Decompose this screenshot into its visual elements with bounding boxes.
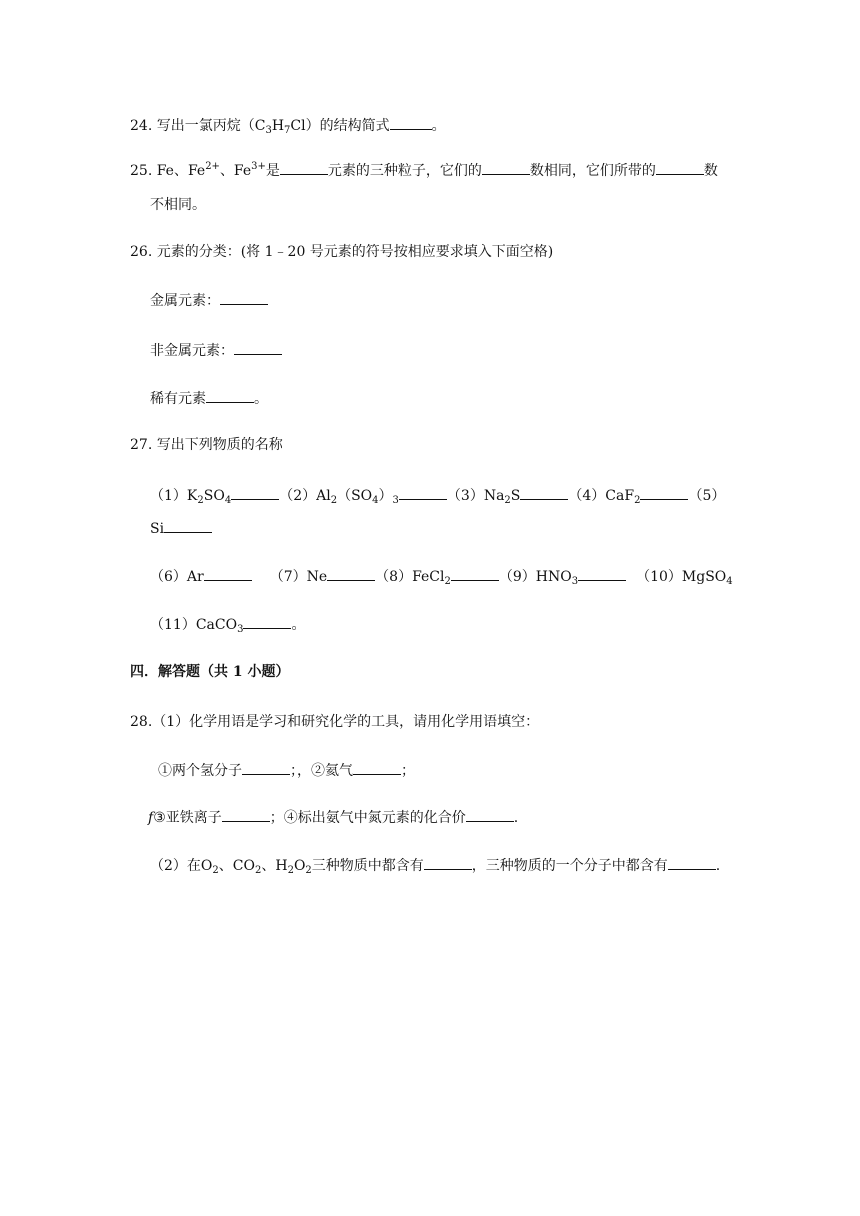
q27-text: （6）Ar [150,569,204,585]
q25-text: 不相同。 [150,197,206,213]
answer-blank[interactable] [220,290,268,305]
answer-blank[interactable] [353,760,401,775]
q27-text: （9）HNO [498,569,572,585]
q27-sub: 2 [504,495,511,506]
q27-row-3 [150,566,733,587]
q28-text: 三种物质中都含有 [311,858,424,874]
answer-blank[interactable] [243,614,291,629]
q27-text: Si [150,521,165,537]
q26-nonmetal [150,340,282,361]
q28-text: ，三种物质的一个分子中都含有 [471,858,668,874]
q27-sub: 3 [392,495,399,506]
q27-sub: 2 [634,495,641,506]
answer-blank[interactable] [668,855,716,870]
q26-label: 金属元素： [150,293,220,309]
q27-text: （1）K [150,488,198,504]
answer-blank[interactable] [164,518,212,533]
q28-text: ③亚铁离子 [153,810,222,826]
q25-text: 、Fe [219,163,252,179]
q24-text: 24. 写出一氯丙烷（C [130,118,266,134]
q24-sub: 7 [284,125,291,136]
q26-title: 26. 元素的分类：(将 1﹣20 号元素的符号按相应要求填入下面空格) [130,244,554,260]
q27-text: （SO [337,488,373,504]
q28-text: 、CO [218,858,255,874]
q27-sub: 2 [330,495,338,506]
answer-blank[interactable] [234,340,282,355]
q27-text: （8）FeCl [375,569,445,585]
q27-sub: 2 [197,495,204,506]
q27-row-1 [150,485,725,506]
q24-text: Cl）的结构简式 [290,118,390,134]
q24-text: 。 [431,118,446,134]
q27-text: SO [203,488,225,504]
question-24 [130,115,446,136]
answer-blank[interactable] [399,485,447,500]
answer-blank[interactable] [640,485,688,500]
question-25-cont [150,195,206,215]
q27-sub: 4 [372,495,379,506]
q28-text: 28.（1）化学用语是学习和研究化学的工具，请用化学用语填空： [130,714,540,730]
answer-blank[interactable] [482,160,530,175]
q25-text: 25. Fe、Fe [130,163,206,179]
q28-text: . [513,810,519,826]
answer-blank[interactable] [424,855,472,870]
q27-text: （11）CaCO [150,617,238,633]
q27-text: （7）Ne [269,569,328,585]
q25-text: 数相同，它们所带的 [529,163,656,179]
q27-text: （2）Al [279,488,331,504]
q28-line-2 [158,760,415,781]
q25-text: 是 [265,163,280,179]
q27-sub: 3 [571,576,579,587]
q28-text: ； [401,763,415,779]
q25-text: 数 [703,163,718,179]
q28-text: f [148,810,154,826]
q25-sup: 2+ [205,161,220,172]
question-27 [130,435,283,455]
q27-text: （3）Na [446,488,505,504]
q27-sub: 4 [726,576,733,587]
answer-blank[interactable] [231,485,279,500]
q28-sub: 2 [287,865,294,876]
q28-line-4 [150,855,720,876]
q27-text: （10）MgSO [636,569,727,585]
answer-blank[interactable] [204,566,252,581]
answer-blank[interactable] [390,115,432,130]
answer-blank[interactable] [578,566,626,581]
q27-title: 27. 写出下列物质的名称 [130,437,283,453]
question-28 [130,712,539,732]
answer-blank[interactable] [327,566,375,581]
q27-sub: 3 [237,624,244,635]
answer-blank[interactable] [656,160,704,175]
q25-sup: 3+ [251,161,266,172]
question-26 [130,242,553,262]
q26-metal [150,290,268,311]
q27-text: （4）CaF [568,488,635,504]
q25-text: 元素的三种粒子，它们的 [327,163,482,179]
q24-text: H [271,118,285,134]
answer-blank[interactable] [466,807,514,822]
q28-text: ；④标出氨气中氮元素的化合价 [269,810,466,826]
q27-sub: 2 [444,576,451,587]
answer-blank[interactable] [451,566,499,581]
q28-text: . [715,858,721,874]
q27-row-2 [150,518,212,539]
q24-sub: 3 [265,125,272,136]
answer-blank[interactable] [206,388,254,403]
q26-rare [150,388,268,409]
q26-label: 。 [254,391,268,407]
q28-text: （2）在O [150,858,213,874]
q28-sub: 2 [254,865,262,876]
q28-text: ①两个氢分子 [158,763,242,779]
q28-text: O [293,858,306,874]
section-heading [130,662,290,682]
answer-blank[interactable] [520,485,568,500]
section-title: 四．解答题（共 1 小题） [130,664,290,680]
q27-text: ） [378,488,393,504]
answer-blank[interactable] [280,160,328,175]
q28-text: ；，②氦气 [290,763,353,779]
q28-text: 、H [261,858,288,874]
question-25 [130,160,718,181]
q26-label: 稀有元素 [150,391,206,407]
answer-blank[interactable] [222,807,270,822]
q28-sub: 2 [212,865,219,876]
q28-sub: 2 [305,865,312,876]
q26-label: 非金属元素： [150,343,234,359]
q27-sub: 4 [224,495,232,506]
q27-text: S [510,488,521,504]
q27-text: （5） [688,488,726,504]
answer-blank[interactable] [242,760,290,775]
q27-text: 。 [291,617,306,633]
q28-line-3 [148,807,518,828]
q27-row-4 [150,614,305,635]
